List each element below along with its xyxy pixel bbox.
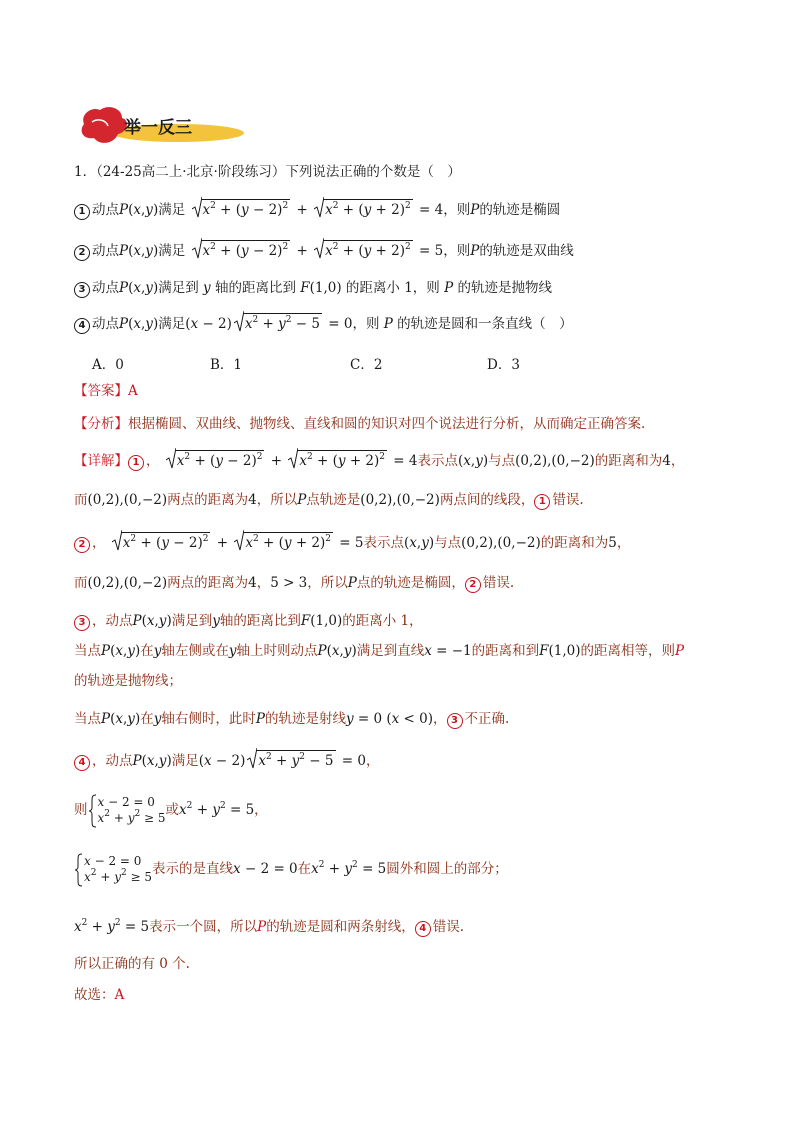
option-c: C．2 [350,357,383,373]
section-title: 举一反三 [124,118,192,138]
circled-3-icon: 3 [447,713,463,729]
red-flourish-icon [82,107,127,143]
detail-line-7: 的轨迹是抛物线； [74,673,182,689]
option-b: B．1 [210,357,243,373]
detail-line-1: 【详解】 1 ， $x^2 + (y - 2)^2$ + $x^2 + (y + 2)^2 = 4$表示点(x,y)与点(0,2),(0,−2)的距离和为4， [74,450,684,471]
statement-2: 2 动点P(x,y)满足 $x^2 + (y - 2)^2$ + $x^2 + (y + 2)^2 = 5$，则P的轨迹是双曲线 [74,240,574,261]
question-stem: 1．（24-25高二上·北京·阶段练习）下列说法正确的个数是（ ） [74,164,461,180]
detail-line-6: 当点P(x,y)在y轴左侧或在y轴上时则动点P(x,y)满足到直线x = −1的距离和到F(1,0)的距离相等，则P [74,643,685,659]
detail-line-11: x − 2 = 0 $x^2 + y^2 \ge 5$表示的是直线x − 2 = 0在$x^2 + y^2 = 5$圆外和圆上的部分； [74,853,508,885]
circled-2-icon: 2 [74,537,90,553]
circled-1-icon: 1 [74,204,90,220]
detail-line-4: 而(0,2),(0,−2)两点的距离为4，5 > 3，所以P点的轨迹是椭圆， 2 错误. [74,575,515,591]
detail-line-2: 而(0,2),(0,−2)两点的距离为4，所以P点轨迹是(0,2),(0,−2)两点间的线段， 1 错误. [74,492,584,508]
detail-line-13: 所以正确的有 0 个. [74,956,190,972]
circled-2-icon: 2 [74,245,90,261]
circled-1-icon: 1 [128,455,144,471]
detail-line-12: $x^2 + y^2 = 5$表示一个圆，所以P的轨迹是圆和两条射线， 4 错误. [74,918,465,935]
circled-3-icon: 3 [74,615,90,631]
circled-1-icon: 1 [534,494,550,510]
detail-line-3: 2 ， $x^2 + (y - 2)^2$ + $x^2 + (y + 2)^2 = 5$表示点(x,y)与点(0,2),(0,−2)的距离和为5， [74,532,630,553]
analysis-line: 【分析】根据椭圆、双曲线、抛物线、直线和圆的知识对四个说法进行分析，从而确定正确答案. [74,416,646,432]
circled-4-icon: 4 [415,921,431,937]
statement-4: 4 动点P(x,y)满足(x − 2) $x^2 + y^2 - 5 = 0$，则 P 的轨迹是圆和一条直线（ ） [74,313,573,334]
detail-line-10: 则 x − 2 = 0 $x^2 + y^2 \ge 5$或$x^2 + y^2 = 5$， [74,795,268,825]
circled-4-icon: 4 [74,755,90,771]
option-a: A．0 [92,357,124,373]
option-d: D．3 [487,357,520,373]
detail-line-9: 4 ，动点P(x,y)满足(x − 2) $x^2 + y^2 - 5 = 0$， [74,750,379,771]
answer-line: 【答案】A [74,383,138,399]
circled-3-icon: 3 [74,282,90,298]
circled-2-icon: 2 [465,577,481,593]
statement-3: 3 动点P(x,y)满足到 y 轴的距离比到 F(1,0) 的距离小 1，则 P 的轨迹是抛物线 [74,278,552,298]
detail-line-8: 当点P(x,y)在y轴右侧时，此时P的轨迹是射线y = 0 (x < 0)， 3 不正确. [74,711,510,727]
detail-line-5: 3 ，动点P(x,y)满足到y轴的距离比到F(1,0)的距离小 1， [74,611,423,631]
statement-1: 1 动点P(x,y)满足 $x^2 + (y - 2)^2$ + $x^2 + (y + 2)^2 = 4$，则P的轨迹是椭圆 [74,199,560,220]
circled-4-icon: 4 [74,318,90,334]
detail-line-14: 故选：A [74,987,125,1003]
